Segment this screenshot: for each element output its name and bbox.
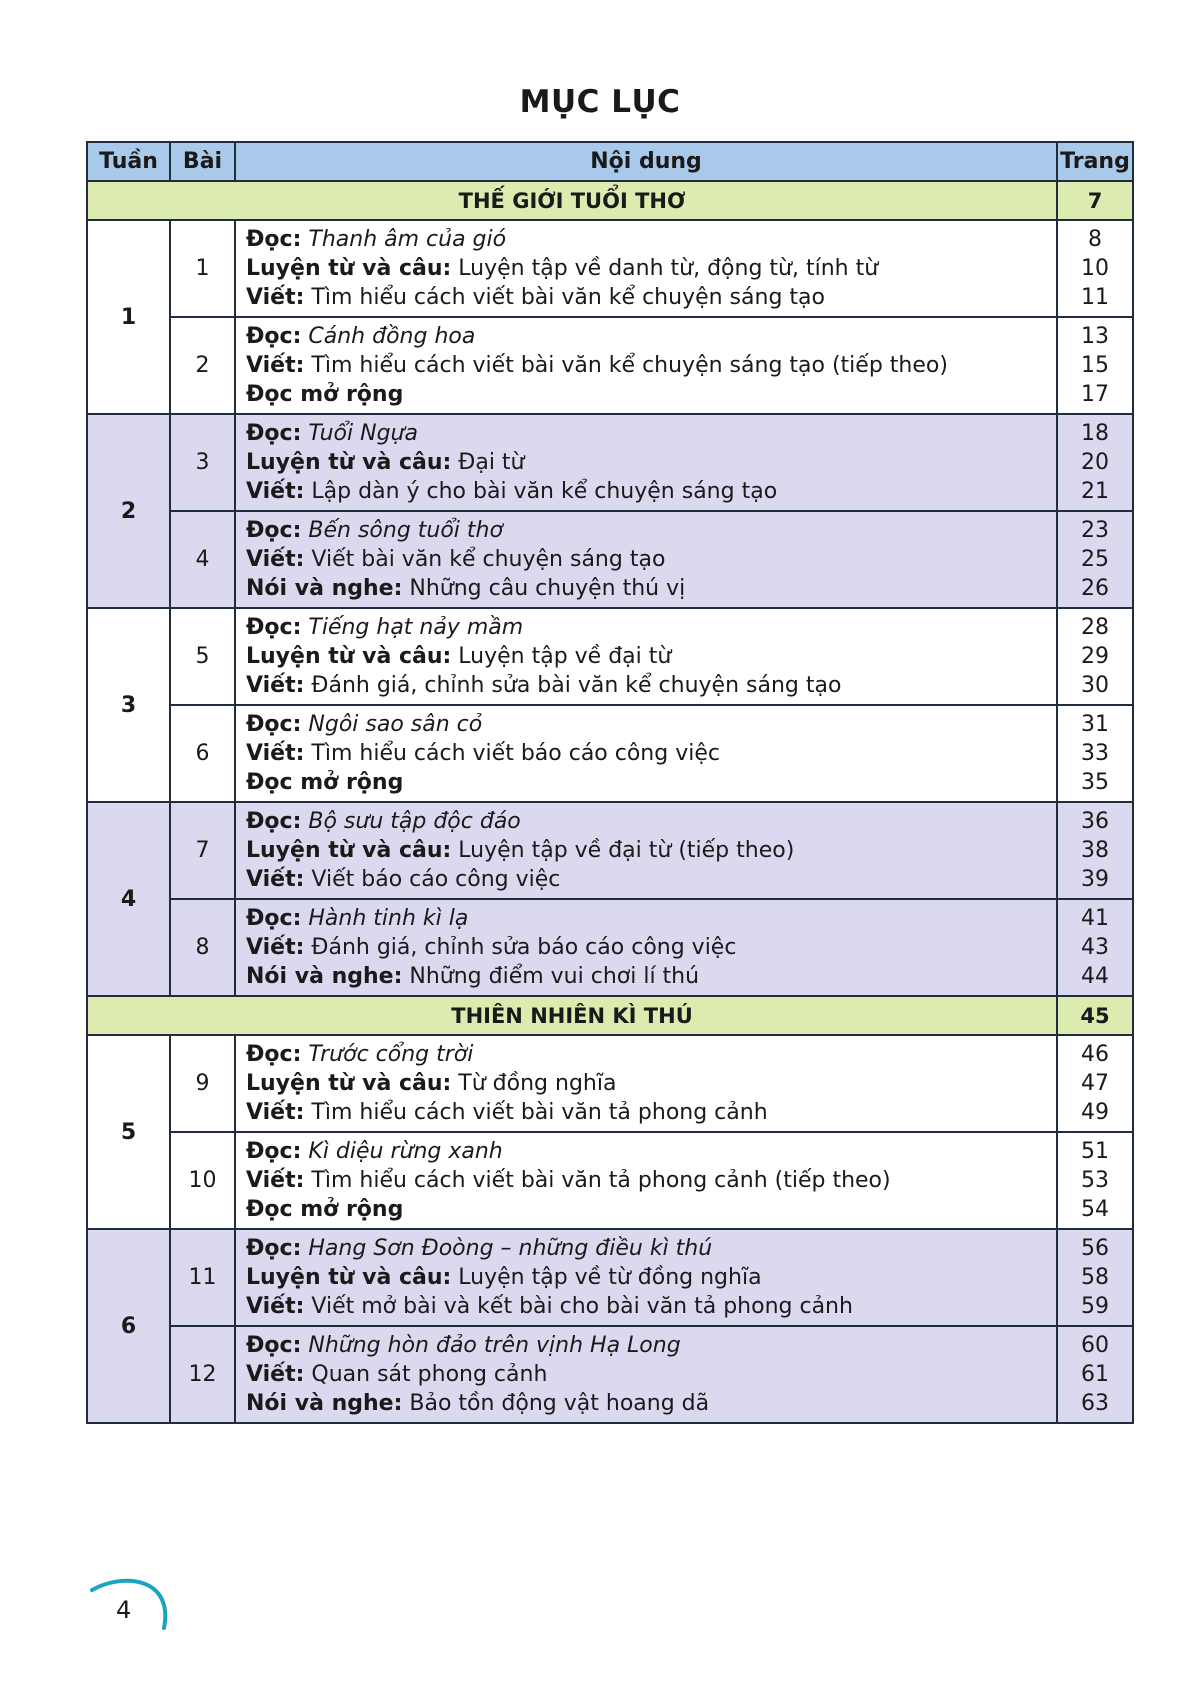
item-label: Đọc: [246,421,302,446]
unit-title: THIÊN NHIÊN KÌ THÚ [87,996,1057,1035]
item-label: Đọc: [246,324,302,349]
lesson-row [87,802,1133,899]
content-line [246,283,1056,312]
item-label: Đọc: [246,1236,302,1261]
content-line [246,1292,1056,1321]
lesson-row [87,1132,1133,1229]
item-label: Đọc: [246,809,302,834]
lesson-content [235,899,1057,996]
content-line [246,1234,1056,1263]
item-label: Viết: [246,935,305,960]
lesson-number: 7 [170,802,235,899]
content-line [246,1360,1056,1389]
unit-row [87,181,1133,220]
item-page: 28 [1081,615,1109,640]
header-content: Nội dung [235,142,1057,181]
item-label: Viết: [246,1168,305,1193]
item-label: Viết: [246,673,305,698]
item-page: 25 [1081,547,1109,572]
content-line [246,1137,1056,1166]
content-line [246,351,1056,380]
item-label: Luyện từ và câu: [246,450,452,475]
lesson-row [87,317,1133,414]
item-page: 20 [1081,450,1109,475]
week-number: 5 [87,1035,170,1229]
item-label: Nói và nghe: [246,964,403,989]
item-page: 39 [1081,867,1109,892]
lesson-content [235,802,1057,899]
item-page: 10 [1081,256,1109,281]
item-title: Bộ sưu tập độc đáo [308,809,521,834]
item-page: 29 [1081,644,1109,669]
content-line [246,516,1056,545]
lesson-content [235,705,1057,802]
item-page: 49 [1081,1100,1109,1125]
lesson-row [87,608,1133,705]
week-number: 6 [87,1229,170,1423]
item-page: 60 [1081,1333,1109,1358]
lesson-pages [1057,220,1133,317]
content-line [246,448,1056,477]
lesson-number: 3 [170,414,235,511]
item-title: Tìm hiểu cách viết bài văn tả phong cảnh (tiếp theo) [311,1168,891,1193]
lesson-content [235,1229,1057,1326]
lesson-pages [1057,705,1133,802]
item-page: 30 [1081,673,1109,698]
item-title: Luyện tập về đại từ (tiếp theo) [458,838,795,863]
item-label: Đọc mở rộng [246,770,404,795]
item-title: Quan sát phong cảnh [311,1362,548,1387]
item-title: Những điểm vui chơi lí thú [409,964,700,989]
item-page: 13 [1081,324,1109,349]
item-page: 43 [1081,935,1109,960]
lesson-content [235,414,1057,511]
content-line [246,419,1056,448]
item-page: 53 [1081,1168,1109,1193]
header-page: Trang [1057,142,1133,181]
lesson-number: 8 [170,899,235,996]
lesson-content [235,1326,1057,1423]
item-label: Viết: [246,285,305,310]
table-of-contents [86,141,1134,1424]
content-line [246,904,1056,933]
item-title: Cánh đồng hoa [308,324,476,349]
item-title: Tìm hiểu cách viết bài văn kể chuyện sáng tạo [311,285,825,310]
item-title: Tuổi Ngựa [308,421,418,446]
item-label: Viết: [246,867,305,892]
content-line [246,865,1056,894]
lesson-pages [1057,899,1133,996]
week-number: 3 [87,608,170,802]
item-title: Lập dàn ý cho bài văn kể chuyện sáng tạo [311,479,778,504]
week-number: 2 [87,414,170,608]
content-line [246,254,1056,283]
toc-body [87,181,1133,1423]
lesson-pages [1057,1229,1133,1326]
lesson-pages [1057,1326,1133,1423]
item-page: 44 [1081,964,1109,989]
content-line [246,739,1056,768]
item-label: Đọc: [246,906,302,931]
item-title: Trước cổng trời [308,1042,474,1067]
item-title: Thanh âm của gió [308,227,507,252]
content-line [246,1263,1056,1292]
item-label: Đọc: [246,615,302,640]
item-page: 18 [1081,421,1109,446]
lesson-pages [1057,317,1133,414]
item-title: Tìm hiểu cách viết bài văn tả phong cảnh [311,1100,768,1125]
item-label: Đọc: [246,1042,302,1067]
lesson-row [87,705,1133,802]
item-page: 31 [1081,712,1109,737]
item-page: 47 [1081,1071,1109,1096]
lesson-pages [1057,802,1133,899]
item-page: 38 [1081,838,1109,863]
item-page: 36 [1081,809,1109,834]
lesson-pages [1057,1132,1133,1229]
content-line [246,1069,1056,1098]
lesson-row [87,220,1133,317]
item-label: Luyện từ và câu: [246,1265,452,1290]
item-label: Viết: [246,547,305,572]
content-line [246,1195,1056,1224]
item-page: 23 [1081,518,1109,543]
lesson-number: 4 [170,511,235,608]
item-page: 35 [1081,770,1109,795]
content-line [246,671,1056,700]
item-title: Đánh giá, chỉnh sửa bài văn kể chuyện sáng tạo [311,673,842,698]
lesson-number: 10 [170,1132,235,1229]
item-label: Viết: [246,353,305,378]
content-line [246,642,1056,671]
week-number: 1 [87,220,170,414]
item-page: 46 [1081,1042,1109,1067]
unit-page: 45 [1057,996,1133,1035]
item-title: Đánh giá, chỉnh sửa báo cáo công việc [311,935,737,960]
page-corner-arc [84,1568,184,1648]
lesson-row [87,899,1133,996]
content-line [246,545,1056,574]
item-title: Tìm hiểu cách viết báo cáo công việc [311,741,720,766]
content-line [246,1331,1056,1360]
lesson-number: 2 [170,317,235,414]
lesson-content [235,511,1057,608]
unit-row [87,996,1133,1035]
item-page: 21 [1081,479,1109,504]
lesson-row [87,1229,1133,1326]
item-title: Hang Sơn Đoòng – những điều kì thú [308,1236,713,1261]
item-label: Nói và nghe: [246,576,403,601]
page-number: 4 [116,1596,132,1624]
item-label: Đọc: [246,1333,302,1358]
content-line [246,1389,1056,1418]
item-title: Viết bài văn kể chuyện sáng tạo [311,547,666,572]
lesson-content [235,1035,1057,1132]
item-label: Đọc: [246,227,302,252]
header-row [87,142,1133,181]
lesson-row [87,414,1133,511]
content-line [246,225,1056,254]
content-line [246,1098,1056,1127]
content-line [246,768,1056,797]
lesson-number: 11 [170,1229,235,1326]
item-page: 59 [1081,1294,1109,1319]
lesson-pages [1057,608,1133,705]
lesson-number: 9 [170,1035,235,1132]
item-page: 51 [1081,1139,1109,1164]
content-line [246,613,1056,642]
lesson-pages [1057,511,1133,608]
item-title: Từ đồng nghĩa [458,1071,617,1096]
item-title: Tìm hiểu cách viết bài văn kể chuyện sáng tạo (tiếp theo) [311,353,948,378]
item-title: Những hòn đảo trên vịnh Hạ Long [308,1333,681,1358]
content-line [246,1040,1056,1069]
item-page: 58 [1081,1265,1109,1290]
item-title: Luyện tập về đại từ [458,644,672,669]
item-title: Bảo tồn động vật hoang dã [409,1391,710,1416]
item-page: 33 [1081,741,1109,766]
item-label: Luyện từ và câu: [246,1071,452,1096]
item-page: 8 [1088,227,1102,252]
content-line [246,836,1056,865]
content-line [246,574,1056,603]
item-page: 63 [1081,1391,1109,1416]
item-label: Viết: [246,1362,305,1387]
content-line [246,962,1056,991]
item-page: 17 [1081,382,1109,407]
unit-page: 7 [1057,181,1133,220]
item-label: Đọc: [246,518,302,543]
header-lesson: Bài [170,142,235,181]
lesson-row [87,511,1133,608]
item-label: Luyện từ và câu: [246,644,452,669]
item-title: Những câu chuyện thú vị [409,576,686,601]
item-title: Tiếng hạt nảy mầm [308,615,524,640]
item-label: Nói và nghe: [246,1391,403,1416]
item-title: Kì diệu rừng xanh [308,1139,503,1164]
content-line [246,933,1056,962]
content-line [246,710,1056,739]
lesson-number: 6 [170,705,235,802]
item-label: Viết: [246,1294,305,1319]
item-page: 56 [1081,1236,1109,1261]
lesson-row [87,1035,1133,1132]
lesson-number: 1 [170,220,235,317]
item-page: 11 [1081,285,1109,310]
item-label: Viết: [246,741,305,766]
item-title: Đại từ [458,450,525,475]
item-label: Viết: [246,1100,305,1125]
item-page: 41 [1081,906,1109,931]
item-title: Bến sông tuổi thơ [308,518,503,543]
item-label: Viết: [246,479,305,504]
item-label: Luyện từ và câu: [246,838,452,863]
lesson-content [235,220,1057,317]
lesson-pages [1057,414,1133,511]
content-line [246,380,1056,409]
content-line [246,807,1056,836]
content-line [246,322,1056,351]
lesson-number: 12 [170,1326,235,1423]
week-number: 4 [87,802,170,996]
item-label: Luyện từ và câu: [246,256,452,281]
item-page: 15 [1081,353,1109,378]
item-title: Hành tinh kì lạ [308,906,469,931]
content-line [246,477,1056,506]
lesson-row [87,1326,1133,1423]
page-title: MỤC LỤC [519,84,681,120]
lesson-number: 5 [170,608,235,705]
lesson-content [235,1132,1057,1229]
item-label: Đọc: [246,712,302,737]
item-page: 54 [1081,1197,1109,1222]
item-label: Đọc: [246,1139,302,1164]
content-line [246,1166,1056,1195]
header-week: Tuần [87,142,170,181]
lesson-content [235,608,1057,705]
item-page: 61 [1081,1362,1109,1387]
item-title: Ngôi sao sân cỏ [308,712,483,737]
unit-title: THẾ GIỚI TUỔI THƠ [87,181,1057,220]
item-title: Luyện tập về danh từ, động từ, tính từ [458,256,879,281]
item-label: Đọc mở rộng [246,382,404,407]
lesson-content [235,317,1057,414]
item-label: Đọc mở rộng [246,1197,404,1222]
item-title: Viết mở bài và kết bài cho bài văn tả phong cảnh [311,1294,853,1319]
lesson-pages [1057,1035,1133,1132]
item-page: 26 [1081,576,1109,601]
item-title: Viết báo cáo công việc [311,867,561,892]
item-title: Luyện tập về từ đồng nghĩa [458,1265,762,1290]
